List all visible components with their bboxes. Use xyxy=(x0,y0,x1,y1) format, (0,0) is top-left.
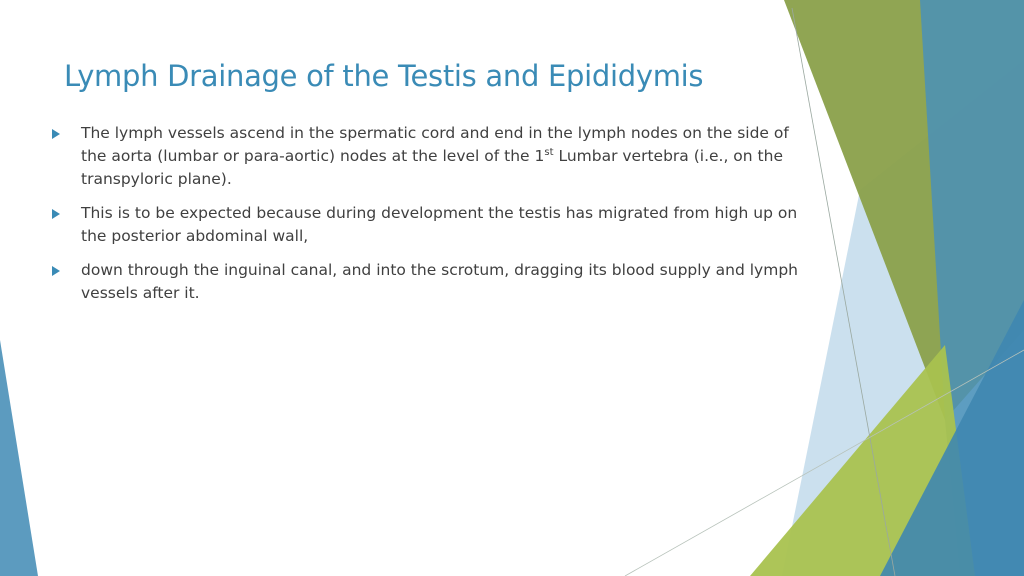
bullet-text: The lymph vessels ascend in the spermatic cord and end in the lymph nodes on the side of the aorta (lumbar or para-aortic) nodes at the level of the 1st Lumbar vertebra (i.e., on the transpyloric plane). xyxy=(81,124,789,188)
slide-title: Lymph Drainage of the Testis and Epididymis xyxy=(64,59,704,93)
bullet-text: down through the inguinal canal, and into the scrotum, dragging its blood supply and lymph vessels after it. xyxy=(81,261,798,302)
left-blue-wedge xyxy=(0,340,38,576)
bullet-list xyxy=(52,122,800,316)
superscript: st xyxy=(544,146,554,158)
triangle-bullet-icon xyxy=(52,209,60,219)
bullet-item xyxy=(52,122,800,191)
bullet-item xyxy=(52,259,800,305)
triangle-bullet-icon xyxy=(52,129,60,139)
bullet-text: This is to be expected because during development the testis has migrated from high up on the posterior abdominal wall, xyxy=(81,204,798,245)
bullet-item xyxy=(52,202,800,248)
triangle-bullet-icon xyxy=(52,266,60,276)
